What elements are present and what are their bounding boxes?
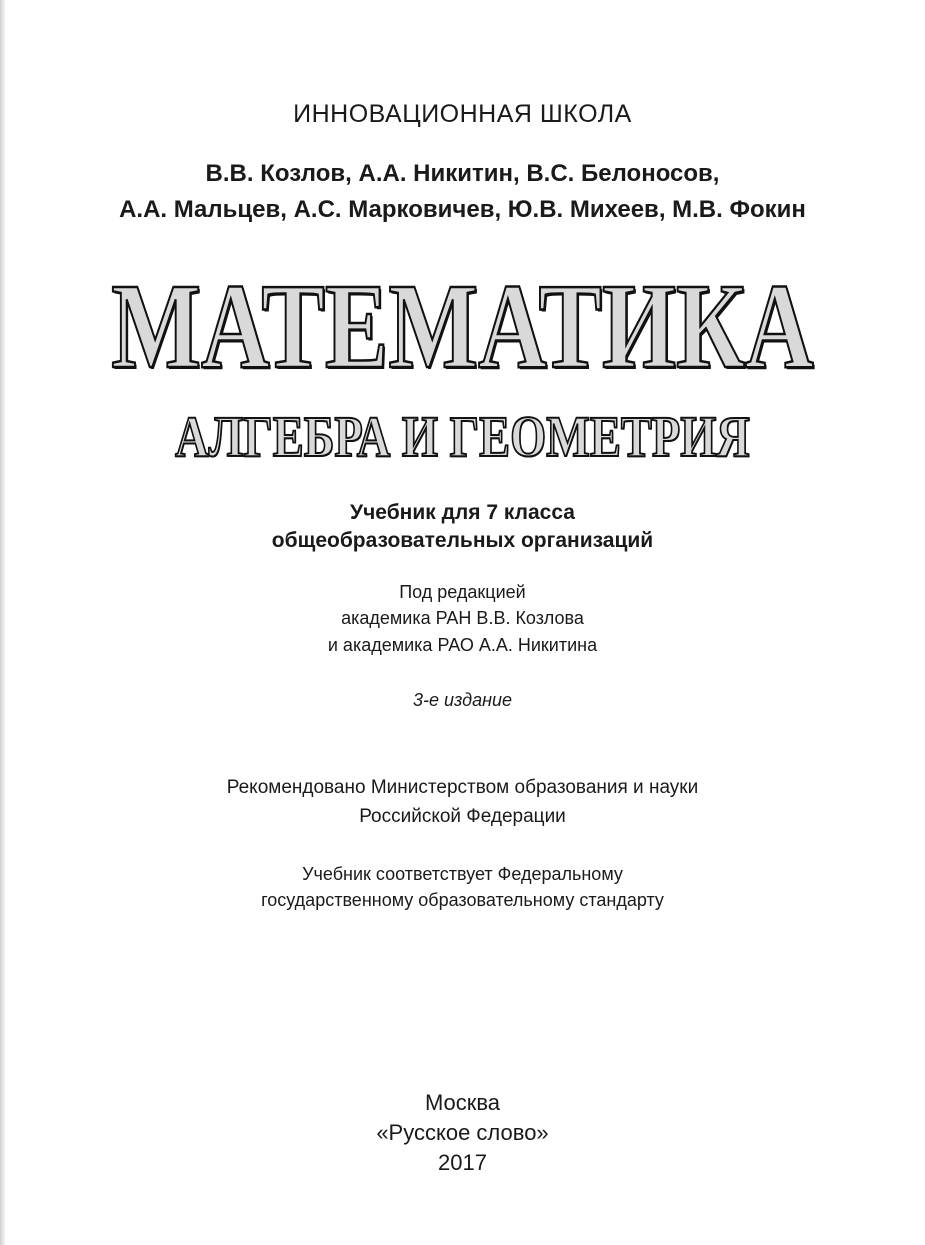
series-name: ИННОВАЦИОННАЯ ШКОЛА xyxy=(293,100,632,128)
editors-line-2: академика РАН В.В. Козлова xyxy=(341,608,584,628)
textbook-audience: общеобразовательных организаций xyxy=(271,529,654,552)
editors-line-3: и академика РАО А.А. Никитина xyxy=(327,635,598,655)
standard-line-1: Учебник соответствует Федеральному xyxy=(302,864,623,884)
editors-line-1: Под редакцией xyxy=(399,582,526,602)
edition-label: 3-е издание xyxy=(412,690,513,710)
recommendation-line-2: Российской Федерации xyxy=(359,806,566,827)
book-subtitle: АЛГЕБРА И ГЕОМЕТРИЯ xyxy=(175,404,750,469)
imprint-publisher: «Русское слово» xyxy=(376,1120,549,1145)
imprint-city: Москва xyxy=(424,1090,501,1115)
authors-line-1: В.В. Козлов, А.А. Никитин, В.С. Белоносов, xyxy=(205,160,720,187)
recommendation-line-1: Рекомендовано Министерством образования и науки xyxy=(226,777,699,798)
authors-line-2: А.А. Мальцев, А.С. Марковичев, Ю.В. Михеев, М.В. Фокин xyxy=(119,196,806,223)
textbook-grade: Учебник для 7 класса xyxy=(350,501,575,524)
book-title: МАТЕМАТИКА xyxy=(111,259,814,394)
standard-line-2: государственному образовательному стандарту xyxy=(261,890,664,910)
imprint-year: 2017 xyxy=(438,1150,487,1175)
